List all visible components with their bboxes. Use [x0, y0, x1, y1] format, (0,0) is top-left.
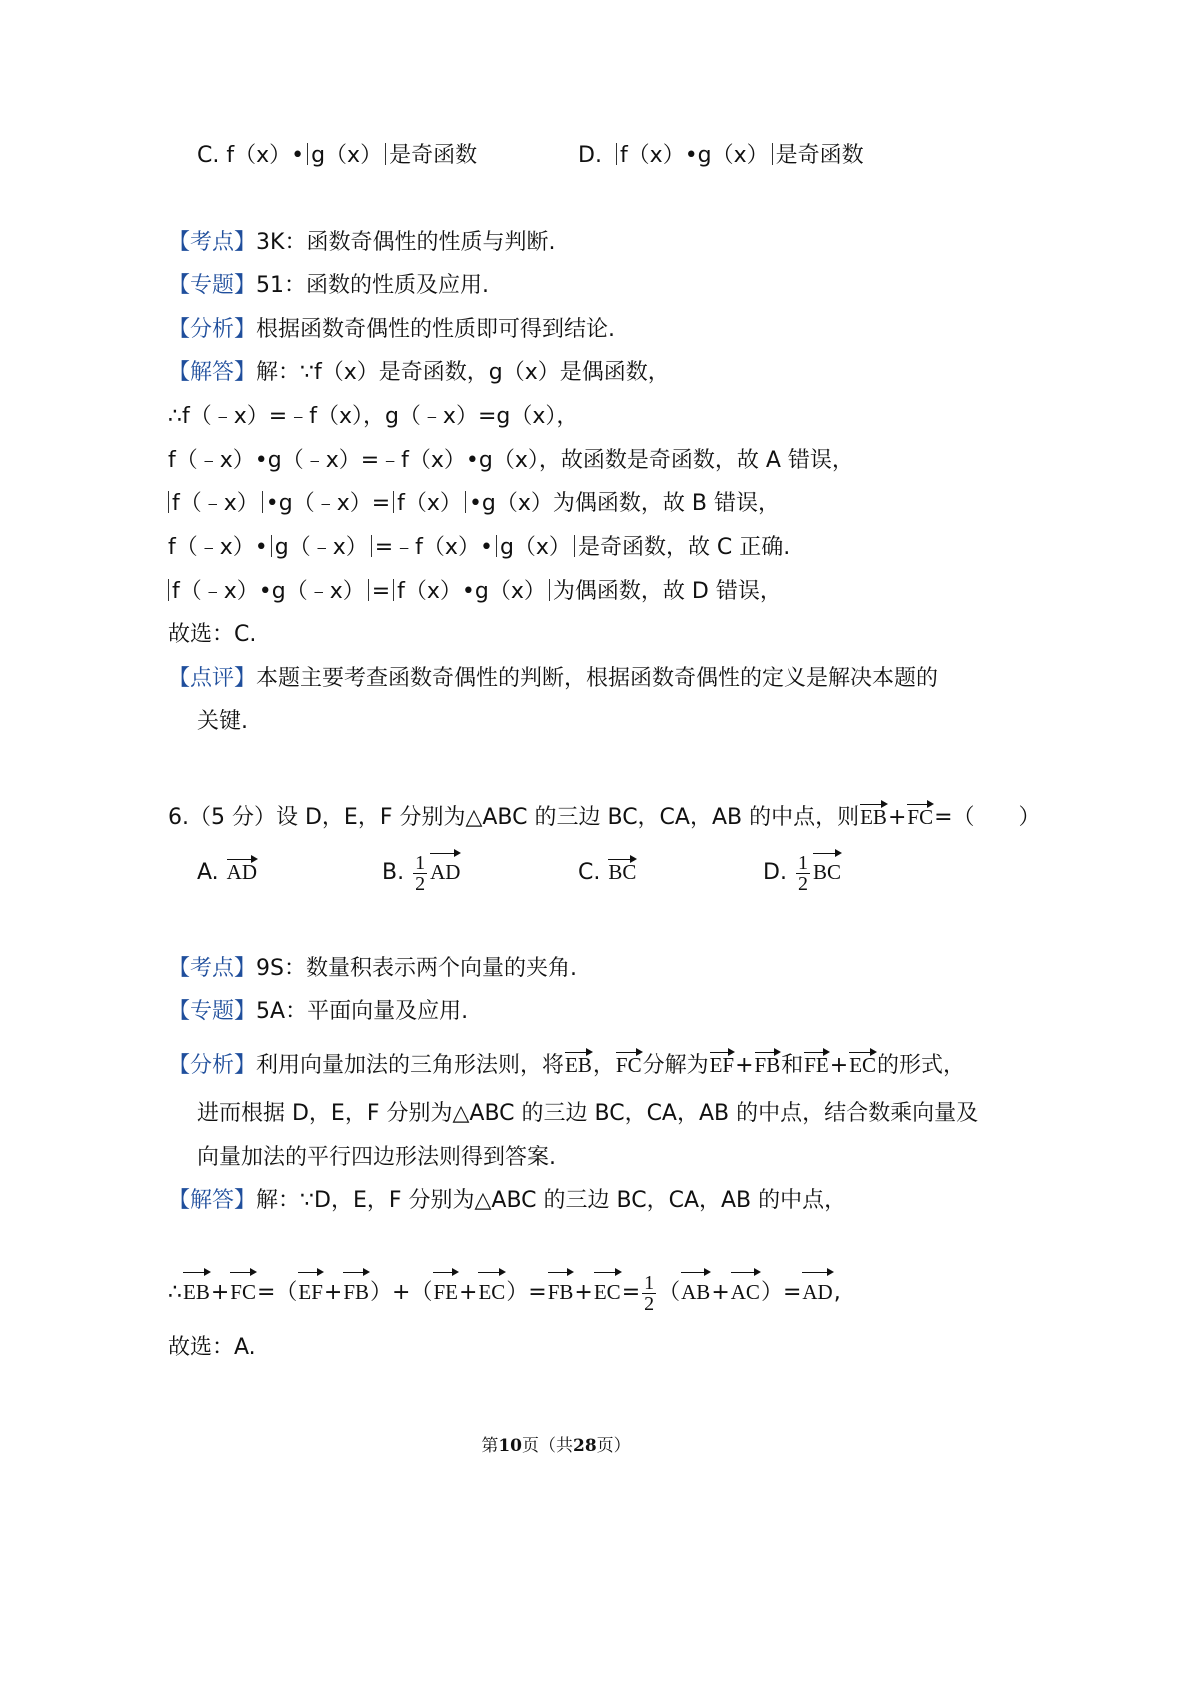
q5-step-2: f（﹣x）•g（﹣x）=﹣f（x）•g（x），故函数是奇函数，故 A 错误， — [168, 448, 854, 473]
q6-fenxi-cont-2: 向量加法的平行四边形法则得到答案. — [197, 1145, 556, 1170]
q6-jieda: 【解答】解：∵D，E，F 分别为△ABC 的三边 BC，CA，AB 的中点， — [168, 1188, 847, 1213]
vector-fe: FE — [803, 1050, 830, 1080]
q5-dianping-cont: 关键. — [197, 709, 248, 734]
vector-fb: FB — [547, 1270, 575, 1314]
abs-bar — [371, 535, 372, 557]
abs-bar — [616, 143, 617, 165]
abs-bar — [262, 491, 263, 513]
q5-step-4: f（﹣x）• g（﹣x） =﹣f（x）• g（x） 是奇函数，故 C 正确. — [168, 535, 791, 560]
vector-fc: FC — [615, 1050, 643, 1080]
q6-option-a: A. AD — [197, 857, 258, 888]
q6-stem: 6.（5 分）设 D，E，F 分别为△ABC 的三边 BC，CA，AB 的中点，则EB+FC=（ ） — [168, 802, 1041, 833]
vector-ec: EC — [593, 1270, 622, 1314]
vector-fb: FB — [754, 1050, 782, 1080]
fraction-half: $\frac{1}{2}$ — [797, 851, 808, 895]
q5-kaodian: 【考点】3K：函数奇偶性的性质与判断. — [168, 230, 556, 255]
abs-bar — [393, 491, 394, 513]
abs-bar — [465, 491, 466, 513]
page-total: 28 — [573, 1436, 597, 1456]
vector-fe: FE — [432, 1270, 459, 1314]
q5-option-d: D. f（x）•g（x） 是奇函数 — [578, 143, 864, 168]
q6-zhuanti: 【专题】5A：平面向量及应用. — [168, 999, 469, 1024]
vector-eb: EB — [564, 1050, 593, 1080]
abs-bar — [168, 491, 169, 513]
q6-fenxi-cont-1: 进而根据 D，E，F 分别为△ABC 的三边 BC，CA，AB 的中点，结合数乘向量及 — [197, 1101, 979, 1126]
fraction-half: $\frac{1}{2}$ — [644, 1271, 655, 1315]
vector-eb: EB — [182, 1270, 211, 1314]
q5-step-5: f（﹣x）•g（﹣x） = f（x）•g（x） 为偶函数，故 D 错误， — [168, 577, 782, 607]
vector-fc: FC — [906, 802, 934, 832]
q5-dianping: 【点评】本题主要考查函数奇偶性的判断，根据函数奇偶性的定义是解决本题的 — [168, 666, 939, 691]
vector-ac: AC — [730, 1270, 761, 1314]
vector-ab: AB — [680, 1270, 711, 1314]
abs-bar — [393, 579, 394, 601]
vector-ad: AD — [226, 857, 258, 887]
section-tag: 【考点】 — [168, 230, 257, 255]
vector-fc: FC — [229, 1270, 257, 1314]
q6-answer: 故选：A. — [168, 1335, 256, 1360]
vector-ef: EF — [709, 1050, 736, 1080]
q5-fenxi: 【分析】根据函数奇偶性的性质即可得到结论. — [168, 317, 616, 342]
q6-fenxi: 【分析】利用向量加法的三角形法则，将EB，FC分解为EF+FB和FE+EC的形式， — [168, 1050, 965, 1081]
vector-ad: AD — [801, 1270, 833, 1314]
q5-step-3: f（﹣x） •g（﹣x）= f（x） •g（x）为偶函数，故 B 错误， — [168, 489, 780, 519]
vector-fb: FB — [342, 1270, 370, 1314]
q5-step-1: ∴f（﹣x）=﹣f（x），g（﹣x）=g（x）， — [168, 404, 579, 429]
abs-bar — [549, 579, 550, 601]
q5-zhuanti: 【专题】51：函数的性质及应用. — [168, 273, 490, 298]
abs-bar — [385, 143, 386, 165]
section-tag: 【分析】 — [168, 317, 257, 342]
vector-ec: EC — [477, 1270, 506, 1314]
fraction-half: $\frac{1}{2}$ — [415, 851, 426, 895]
q6-kaodian: 【考点】9S：数量积表示两个向量的夹角. — [168, 956, 577, 981]
abs-bar — [496, 535, 497, 557]
section-tag: 【解答】 — [168, 1188, 257, 1213]
section-tag: 【专题】 — [168, 273, 257, 298]
abs-bar — [307, 143, 308, 165]
q6-option-b: B. $\frac{1}{2}$ AD — [382, 851, 461, 895]
vector-bc: BC — [607, 857, 637, 887]
abs-bar — [271, 535, 272, 557]
vector-eb: EB — [859, 802, 888, 832]
vector-bc: BC — [812, 851, 842, 893]
section-tag: 【考点】 — [168, 956, 257, 981]
vector-ad: AD — [429, 851, 461, 893]
vector-ef: EF — [297, 1270, 324, 1314]
page-footer: 第10页（共28页） — [481, 1436, 631, 1456]
q5-jieda: 【解答】解：∵f（x）是奇函数，g（x）是偶函数， — [168, 360, 670, 385]
page-number: 10 — [498, 1436, 522, 1456]
abs-bar — [168, 579, 169, 601]
abs-bar — [772, 143, 773, 165]
section-tag: 【专题】 — [168, 999, 257, 1024]
q5-option-c: C. f（x）• g（x） 是奇函数 — [197, 143, 478, 168]
q6-option-d: D. $\frac{1}{2}$ BC — [763, 851, 841, 895]
section-tag: 【点评】 — [168, 666, 257, 691]
abs-bar — [368, 579, 369, 601]
q6-option-c: C. BC — [578, 857, 637, 888]
vector-ec: EC — [848, 1050, 877, 1080]
section-tag: 【分析】 — [168, 1053, 257, 1078]
section-tag: 【解答】 — [168, 360, 257, 385]
abs-bar — [574, 535, 575, 557]
q5-answer: 故选：C. — [168, 622, 257, 647]
q6-solution-equation: ∴EB+FC=（EF+FB）+（FE+EC）=FB+EC= $\frac{1}{2}$ （AB+AC）=AD, — [168, 1271, 841, 1315]
